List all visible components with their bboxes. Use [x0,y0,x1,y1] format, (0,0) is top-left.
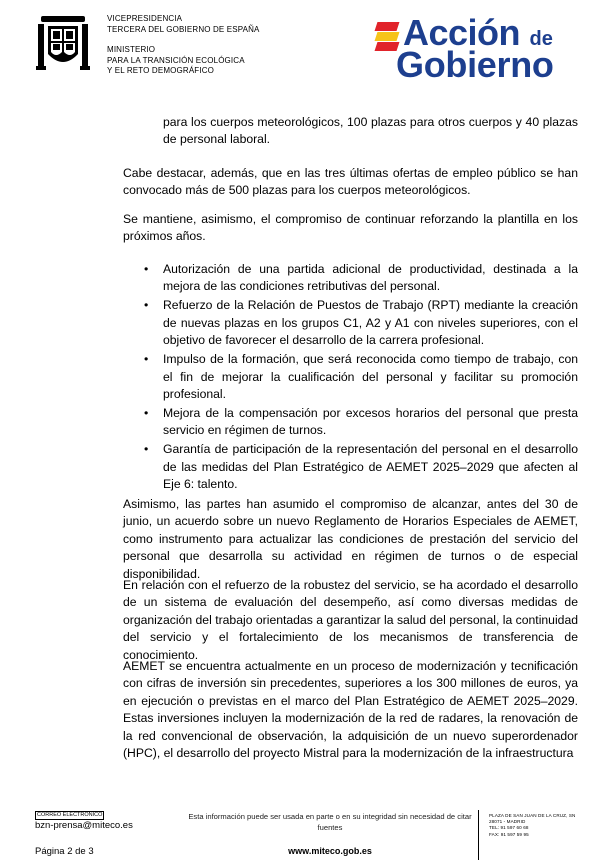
paragraph: En relación con el refuerzo de la robustez del servicio, se ha acordado el desarrollo de un sistema de evaluación del desempeño, así como diversas medidas de organización del trabajo orientadas a garantizar la salud del personal, la continuidad del servicio y el fortalecimiento de los mecanismos de transferencia de conocimiento. [123,578,578,662]
ministry-line: PARA LA TRANSICIÓN ECOLÓGICA [107,55,245,65]
postal-address [489,813,575,838]
ministry-name [107,14,260,77]
address-line: FAX: 91 597 59 95 [489,831,529,837]
bullet-icon: • [144,406,149,421]
address-line: 28071 - MADRID [489,819,526,825]
logo-word-accion: Acción [403,12,521,53]
paragraph: Se mantiene, asimismo, el compromiso de continuar reforzando la plantilla en los próximos años. [123,212,578,244]
list-item: • Refuerzo de la Relación de Puestos de Trabajo (RPT) mediante la creación de nuevas plazas en los grupos C1, A2 y A1 con niveles superiores, con el objetivo de favorecer el desarrollo de la carrera profesional. [144,298,578,348]
list-item: • Garantía de participación de la representación del personal en el desarrollo de las medidas del Plan Estratégico de AEMET 2025–2029 que afecten al Eje 6: talento. [144,442,578,492]
address-line: PLAZA DE SAN JUAN DE LA CRUZ, SN [489,813,576,818]
flag-stripe-yellow [375,32,400,41]
ministry-line: VICEPRESIDENCIA [107,14,183,23]
bullet-icon: • [144,262,149,276]
page-number: Página 2 de 3 [35,846,94,857]
ministry-line: TERCERA DEL GOBIERNO DE ESPAÑA [107,24,260,34]
email-label: CORREO ELECTRÓNICO [37,812,103,818]
coat-of-arms-icon [36,14,90,76]
logo-word-de: de [529,28,553,50]
flag-stripe-red [375,22,400,31]
paragraph: Asimismo, las partes han asumido el compromiso de alcanzar, antes del 30 de junio, un acuerdo sobre un nuevo Reglamento de Horarios Especiales de AEMET, como instrumento para actualizar las condiciones de prestación del servicio del personal que desarrolla su actividad en régimen de turnos o de especial disponibilidad. [123,497,578,581]
usage-disclaimer: Esta información puede ser usada en parte o en su integridad sin necesidad de citar fuentes [188,812,472,832]
continuation-paragraph: para los cuerpos meteorológicos, 100 plazas para otros cuerpos y 40 plazas de personal laboral. [163,115,578,147]
ministry-line: Y EL RETO DEMOGRÁFICO [107,66,215,75]
list-item: • Autorización de una partida adicional de productividad, destinada a la mejora de las condiciones retributivas del personal. [144,262,578,294]
ministry-line: MINISTERIO [107,45,156,54]
paragraph: AEMET se encuentra actualmente en un proceso de modernización y tecnificación con cifras de inversión sin precedentes, superiores a los 300 millones de euros, ya en ejecución o previstas en el marco del Plan Estratégico de AEMET 2025–2029. Estas inversiones incluyen la modernización de la red de radares, la renovación de la red convencional de observación, la adquisición de un nuevo superordenador (HPC), el desarrollo del proyecto Mistral para la modernización de la infraestructura [123,659,578,761]
accion-de-gobierno-logo [376,12,576,85]
address-line: TEL: 91 597 60 68 [489,825,529,831]
website-link[interactable]: www.miteco.gob.es [288,846,372,856]
footer-divider [478,810,479,860]
measures-list [143,261,578,495]
paragraph: Cabe destacar, además, que en las tres últimas ofertas de empleo público se han convocado más de 500 plazas para los cuerpos meteorológicos. [123,166,578,198]
logo-word-gobierno: Gobierno [396,44,554,85]
bullet-icon: • [144,298,149,313]
bullet-icon: • [144,442,149,457]
list-item: • Impulso de la formación, que será reconocida como tiempo de trabajo, con el fin de mejorar la cualificación del personal y facilitar su promoción profesional. [144,352,578,402]
email-link[interactable]: bzn-prensa@miteco.es [35,820,133,831]
bullet-icon: • [144,352,149,367]
list-item: • Mejora de la compensación por excesos horarios del personal que presta servicio en régimen de turnos. [144,406,578,438]
